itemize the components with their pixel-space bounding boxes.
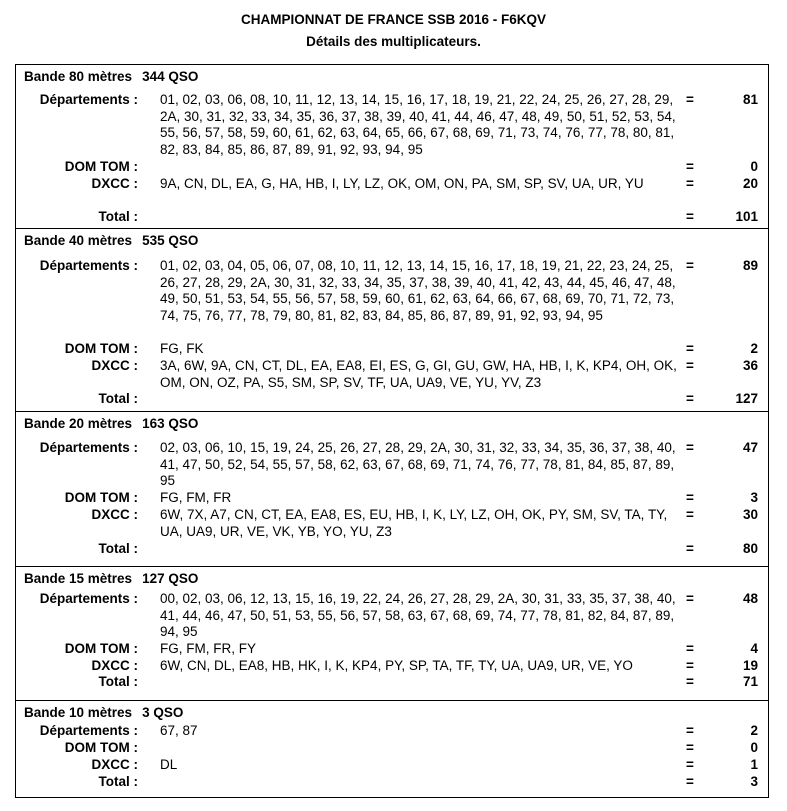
domtom-label: DOM TOM :: [64, 490, 138, 505]
equals-sign: =: [686, 591, 694, 606]
domtom-list: FG, FM, FR, FY: [160, 641, 256, 656]
departements-list: 67, 87: [160, 723, 198, 738]
total-count: 101: [735, 209, 758, 224]
departements-count: 2: [750, 723, 758, 738]
equals-sign: =: [686, 723, 694, 738]
domtom-count: 2: [750, 341, 758, 356]
total-count: 80: [742, 541, 758, 556]
domtom-count: 4: [750, 641, 758, 656]
band-name: Bande 20 mètres: [24, 416, 133, 431]
dxcc-label: DXCC :: [91, 658, 138, 673]
dxcc-list: 3A, 6W, 9A, CN, CT, DL, EA, EA8, EI, ES, G, GI, GU, GW, HA, HB, I, K, KP4, OH, OK, OM, ON, OZ, PA, S5, SM, SP, SV, TF, UA, UA9, VE, YU, YV, Z3: [160, 358, 677, 390]
equals-sign: =: [686, 740, 694, 755]
dxcc-count: 1: [750, 757, 758, 772]
departements-count: 47: [742, 440, 758, 455]
equals-sign: =: [686, 159, 694, 174]
domtom-count: 3: [750, 490, 758, 505]
band-name: Bande 10 mètres: [24, 705, 133, 720]
band-header: [24, 705, 183, 720]
equals-sign: =: [686, 176, 694, 191]
band-15-section: [15, 566, 769, 701]
total-count: 127: [735, 391, 758, 406]
dxcc-list: 9A, CN, DL, EA, G, HA, HB, I, LY, LZ, OK, OM, ON, PA, SM, SP, SV, UA, UR, YU: [160, 176, 644, 191]
domtom-label: DOM TOM :: [64, 740, 138, 755]
dxcc-count: 30: [742, 507, 758, 522]
departements-count: 48: [742, 591, 758, 606]
dxcc-label: DXCC :: [91, 757, 138, 772]
band-header: [24, 571, 198, 586]
departements-count: 81: [742, 92, 758, 107]
dxcc-list: 6W, 7X, A7, CN, CT, EA, EA8, ES, EU, HB, I, K, LY, LZ, OH, OK, PY, SM, SV, TA, TY, UA, UA9, UR, VE, VK, YB, YO, YU, Z3: [160, 507, 668, 539]
band-20-section: [15, 411, 769, 567]
equals-sign: =: [686, 658, 694, 673]
page-title: CHAMPIONNAT DE FRANCE SSB 2016 - F6KQV: [240, 12, 547, 27]
equals-sign: =: [686, 757, 694, 772]
dxcc-count: 36: [742, 358, 758, 373]
band-name: Bande 80 mètres: [24, 69, 133, 84]
domtom-label: DOM TOM :: [64, 641, 138, 656]
equals-sign: =: [686, 490, 694, 505]
dxcc-list: 6W, CN, DL, EA8, HB, HK, I, K, KP4, PY, SP, TA, TF, TY, UA, UA9, UR, VE, YO: [160, 658, 633, 673]
band-header: [24, 416, 198, 431]
domtom-count: 0: [750, 159, 758, 174]
band-name: Bande 15 mètres: [24, 571, 133, 586]
equals-sign: =: [686, 440, 694, 455]
band-header: [24, 69, 198, 84]
dxcc-label: DXCC :: [91, 507, 138, 522]
equals-sign: =: [686, 358, 694, 373]
departements-list: 00, 02, 03, 06, 12, 13, 15, 16, 19, 22, 24, 26, 27, 28, 29, 2A, 30, 31, 33, 35, 37, 38, 40, 41, 44, 46, 47, 50, 51, 53, 55, 56, 57, 58, 63, 67, 68, 69, 74, 77, 78, 81, 82, 84, 87, 89, 94, 95: [160, 591, 676, 639]
equals-sign: =: [686, 541, 694, 556]
dxcc-label: DXCC :: [91, 176, 138, 191]
total-label: Total :: [98, 209, 138, 224]
band-40-section: [15, 228, 769, 412]
departements-list: 01, 02, 03, 06, 08, 10, 11, 12, 13, 14, 15, 16, 17, 18, 19, 21, 22, 24, 25, 26, 27, 28, 29, 2A, 30, 31, 32, 33, 34, 35, 36, 37, 38, 39, 40, 41, 44, 46, 47, 48, 49, 50, 51, 52, 53, 54, 55, 56, 57, 58, 59, 60, 61, 62, 63, 64, 65, 66, 67, 68, 69, 71, 73, 74, 76, 77, 78, 80, 81, 82, 83, 84, 85, 86, 87, 89, 91, 92, 93, 94, 95: [160, 92, 676, 157]
dxcc-list: DL: [160, 757, 178, 772]
departements-label: Départements :: [39, 591, 138, 606]
equals-sign: =: [686, 258, 694, 273]
equals-sign: =: [686, 774, 694, 789]
domtom-label: DOM TOM :: [64, 159, 138, 174]
band-10-section: [15, 700, 769, 798]
equals-sign: =: [686, 507, 694, 522]
departements-label: Départements :: [39, 440, 138, 455]
departements-list: 02, 03, 06, 10, 15, 19, 24, 25, 26, 27, 28, 29, 2A, 30, 31, 32, 33, 34, 35, 36, 37, 38, 40, 41, 47, 50, 52, 54, 55, 57, 58, 62, 63, 67, 68, 69, 71, 74, 76, 77, 78, 81, 84, 85, 87, 89, 95: [160, 440, 676, 488]
band-header: [24, 233, 198, 248]
band-qso-count: 3 QSO: [142, 705, 184, 720]
equals-sign: =: [686, 391, 694, 406]
band-qso-count: 344 QSO: [142, 69, 199, 84]
departements-label: Départements :: [39, 258, 138, 273]
departements-list: 01, 02, 03, 04, 05, 06, 07, 08, 10, 11, 12, 13, 14, 15, 16, 17, 18, 19, 21, 22, 23, 24, 25, 26, 27, 28, 29, 2A, 30, 31, 32, 33, 34, 35, 37, 38, 39, 40, 41, 42, 43, 44, 45, 46, 47, 48, 49, 50, 51, 53, 54, 55, 56, 57, 58, 59, 60, 61, 62, 63, 64, 66, 67, 68, 69, 70, 71, 72, 73, 74, 75, 76, 77, 78, 79, 80, 81, 82, 83, 84, 85, 86, 87, 89, 91, 92, 93, 94, 95: [160, 258, 676, 323]
domtom-list: FG, FK: [160, 341, 204, 356]
total-count: 71: [742, 674, 758, 689]
band-qso-count: 163 QSO: [142, 416, 199, 431]
total-label: Total :: [98, 674, 138, 689]
total-label: Total :: [98, 541, 138, 556]
dxcc-count: 20: [742, 176, 758, 191]
dxcc-label: DXCC :: [91, 358, 138, 373]
equals-sign: =: [686, 341, 694, 356]
domtom-label: DOM TOM :: [64, 341, 138, 356]
total-label: Total :: [98, 774, 138, 789]
total-label: Total :: [98, 391, 138, 406]
dxcc-count: 19: [742, 658, 758, 673]
domtom-list: FG, FM, FR: [160, 490, 232, 505]
equals-sign: =: [686, 92, 694, 107]
departements-count: 89: [742, 258, 758, 273]
domtom-count: 0: [750, 740, 758, 755]
band-qso-count: 535 QSO: [142, 233, 199, 248]
equals-sign: =: [686, 209, 694, 224]
band-name: Bande 40 mètres: [24, 233, 133, 248]
equals-sign: =: [686, 641, 694, 656]
departements-label: Départements :: [39, 92, 138, 107]
page-subtitle: Détails des multiplicateurs.: [306, 34, 481, 49]
departements-label: Départements :: [39, 723, 138, 738]
band-80-section: [15, 64, 769, 229]
total-count: 3: [750, 774, 758, 789]
equals-sign: =: [686, 674, 694, 689]
band-qso-count: 127 QSO: [142, 571, 199, 586]
